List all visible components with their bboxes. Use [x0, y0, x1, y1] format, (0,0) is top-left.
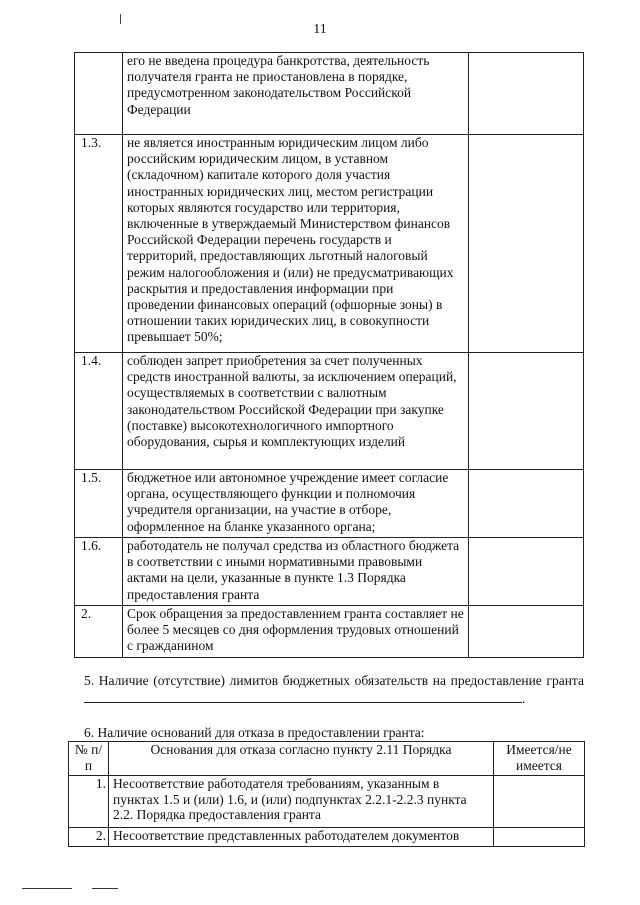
row-number: 1.3. — [75, 135, 123, 353]
row-value-cell[interactable] — [469, 606, 584, 658]
requirements-table — [74, 52, 584, 658]
table-row — [75, 135, 584, 353]
row-text: Срок обращения за предоставлением гранта составляет не более 5 месяцев со дня оформления трудовых отношений с гражданином — [123, 606, 469, 658]
page-number: 11 — [313, 22, 327, 37]
row-number: 1.4. — [75, 353, 123, 470]
row-value-cell[interactable] — [469, 53, 584, 135]
refusal-grounds-table — [68, 741, 585, 847]
table-row — [75, 606, 584, 658]
row-text: Несоответствие представленных работодателем документов — [109, 828, 494, 847]
header-num: № п/п — [69, 742, 109, 776]
table-row — [75, 53, 584, 135]
row-number: 1. — [69, 776, 109, 828]
row-number: 1.5. — [75, 470, 123, 538]
footnote-separator — [22, 888, 72, 889]
row-text: его не введена процедура банкротства, деятельность получателя гранта не приостановлена в порядке, предусмотренном законодательством Российской Федерации — [123, 53, 469, 135]
section-5-text: 5. Наличие (отсутствие) лимитов бюджетных обязательств на предоставление гранта — [84, 673, 584, 688]
section-6-title: 6. Наличие оснований для отказа в предоставлении гранта: — [84, 725, 425, 740]
row-value-cell[interactable] — [469, 353, 584, 470]
row-value-cell[interactable] — [469, 470, 584, 538]
row-status-cell[interactable] — [494, 828, 585, 847]
row-text: бюджетное или автономное учреждение имеет согласие органа, осуществляющего функции и полномочия учредителя организации, на участие в отборе, оформленное на бланке указанного органа; — [123, 470, 469, 538]
table-row — [75, 470, 584, 538]
section-5-end: . — [522, 691, 526, 706]
table-row — [69, 828, 585, 847]
scan-artifact — [120, 14, 121, 24]
row-text: соблюден запрет приобретения за счет полученных средств иностранной валюты, за исключением операций, осуществляемых в соответствии с валютным законодательством Российской Федерации при закупке (поставке) высокотехнологичного импортного оборудования, сырья и комплектующих изделий — [123, 353, 469, 470]
header-status: Имеется/не имеется — [494, 742, 585, 776]
row-number: 1.6. — [75, 538, 123, 606]
table-row — [75, 353, 584, 470]
row-number: 2. — [75, 606, 123, 658]
row-status-cell[interactable] — [494, 776, 585, 828]
row-number — [75, 53, 123, 135]
footnote-separator-short — [92, 888, 118, 889]
table-header-row — [69, 742, 585, 776]
row-text: работодатель не получал средства из областного бюджета в соответствии с иными нормативными правовыми актами на цели, указанные в пункте 1.3 Порядка предоставления гранта — [123, 538, 469, 606]
table-row — [75, 538, 584, 606]
row-number: 2. — [69, 828, 109, 847]
row-text: Несоответствие работодателя требованиям, указанным в пунктах 1.5 и (или) 1.6, и (или) подпунктах 2.2.1-2.2.3 пункта 2.2. Порядка предоставления гранта — [109, 776, 494, 828]
section-5-fill-line[interactable] — [84, 689, 522, 703]
row-value-cell[interactable] — [469, 538, 584, 606]
section-5-budget-limits — [84, 672, 584, 707]
row-value-cell[interactable] — [469, 135, 584, 353]
header-basis: Основания для отказа согласно пункту 2.11 Порядка — [109, 742, 494, 776]
row-text: не является иностранным юридическим лицом либо российским юридическим лицом, в уставном (складочном) капитале которого доля участия иностранных юридических лиц, местом регистрации которых являются государство или территория, включенные в утверждаемый Министерством финансов Российской Федерации перечень государств и территорий, предоставляющих льготный налоговый режим налогообложения и (или) не предусматривающих раскрытия и предоставления информации при проведении финансовых операций (офшорные зоны) в отношении таких юридических лиц, в совокупности превышает 50%; — [123, 135, 469, 353]
table-row — [69, 776, 585, 828]
